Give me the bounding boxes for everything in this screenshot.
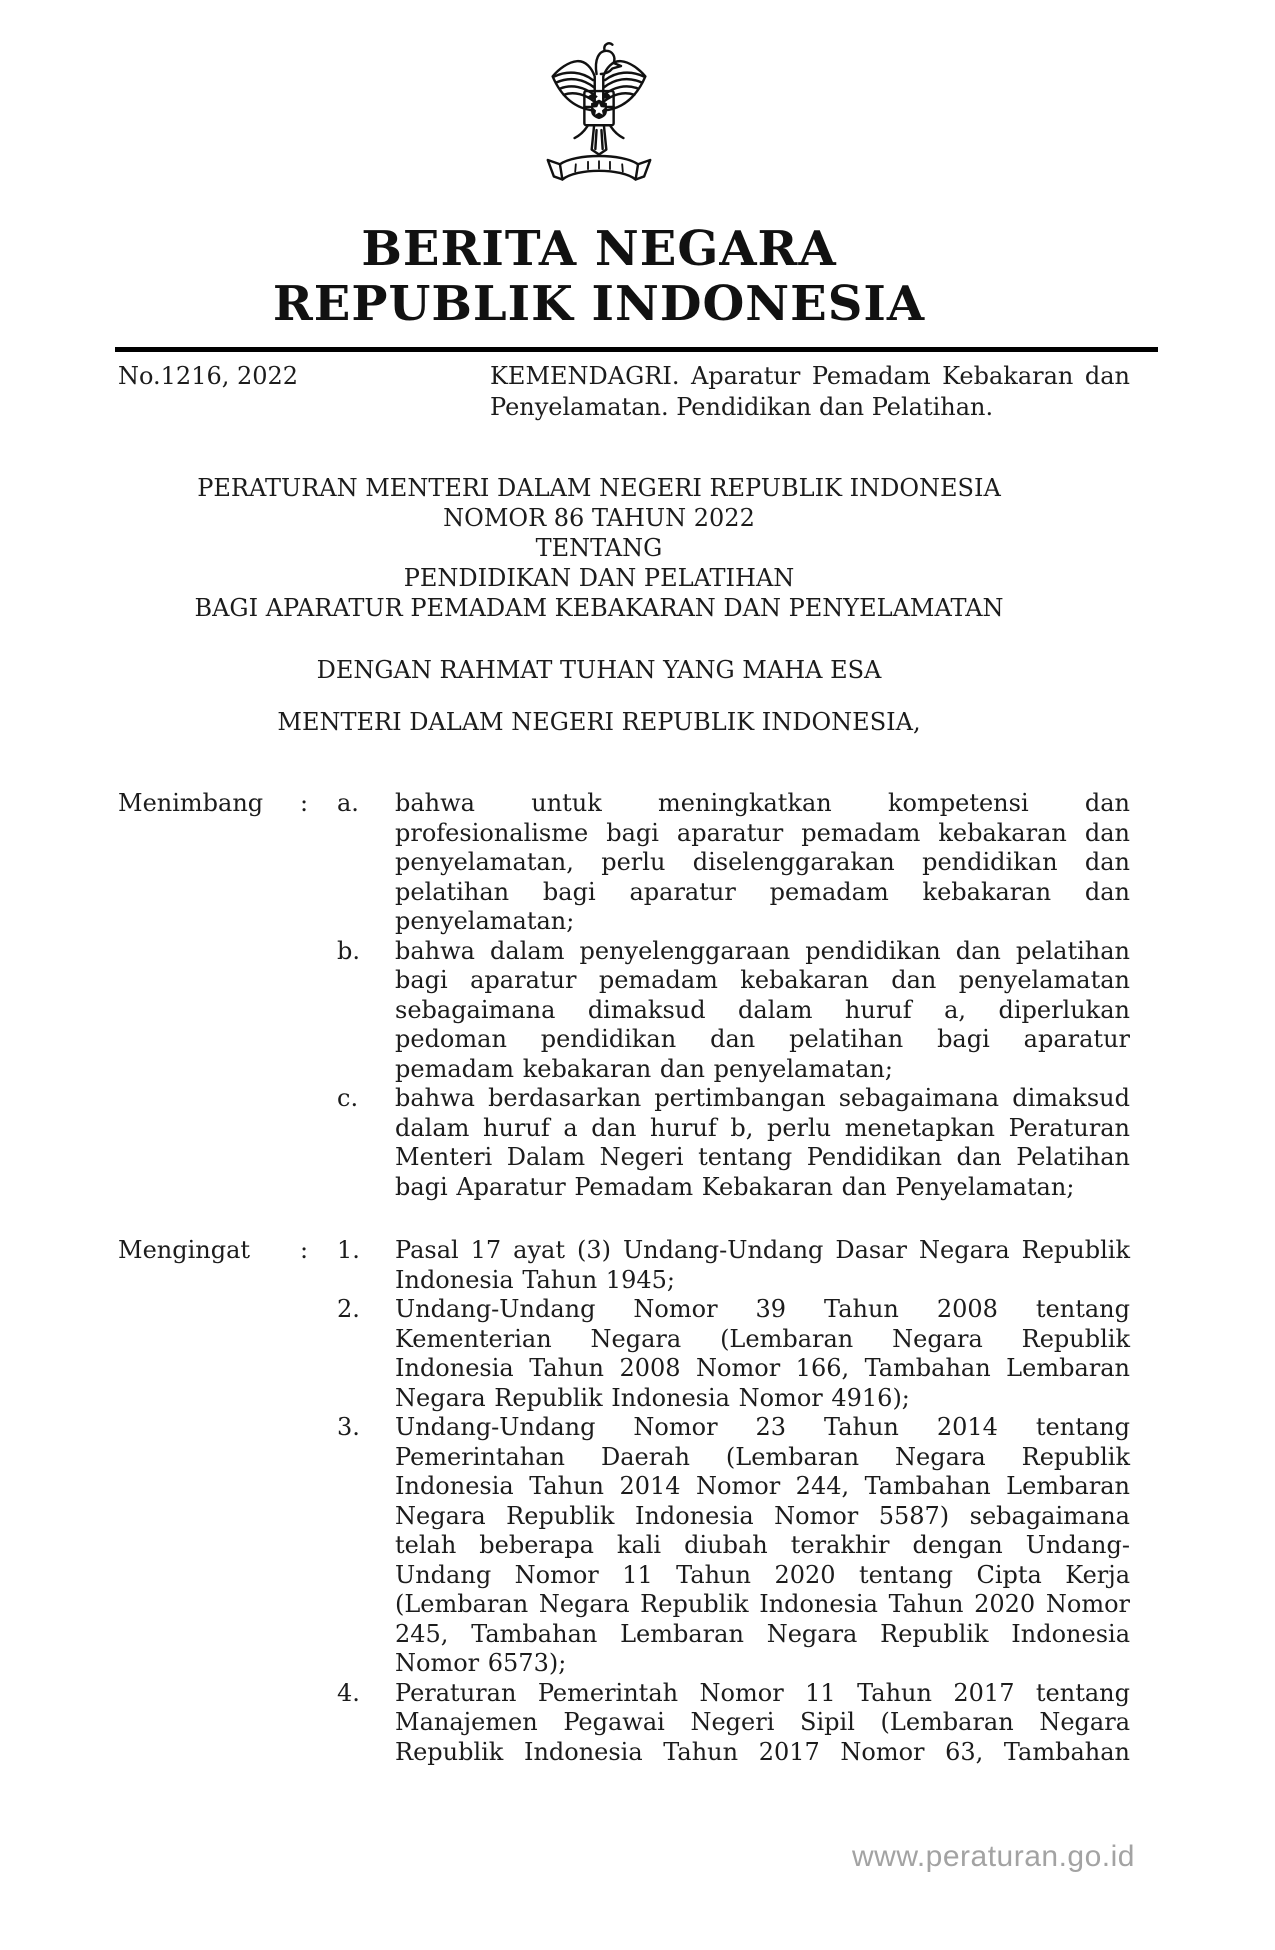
invocation-line: DENGAN RAHMAT TUHAN YANG MAHA ESA bbox=[316, 656, 882, 684]
regulation-title-line: PERATURAN MENTERI DALAM NEGERI REPUBLIK INDONESIA bbox=[197, 474, 1001, 502]
legal-basis-item-1 bbox=[337, 1236, 1130, 1295]
item-marker: c. bbox=[337, 1084, 359, 1112]
legal-basis-item-3 bbox=[337, 1413, 1130, 1679]
considerations-colon: : bbox=[300, 789, 309, 817]
item-marker: 3. bbox=[337, 1413, 360, 1441]
consideration-item-b bbox=[337, 937, 1130, 1085]
regulation-number-line: NOMOR 86 TAHUN 2022 bbox=[443, 504, 755, 532]
considerations-clause bbox=[118, 789, 1130, 1202]
item-text: bahwa berdasarkan pertimbangan sebagaimana dimaksud dalam huruf a dan huruf b, perlu menetapkan Peraturan Menteri Dalam Negeri tentang Pendidikan dan Pelatihan bagi Aparatur Pemadam Kebakaran dan Penyelamatan; bbox=[395, 1084, 1130, 1201]
gazette-title bbox=[118, 222, 1080, 332]
regulation-about-line: TENTANG bbox=[535, 534, 663, 562]
masthead bbox=[118, 0, 1080, 332]
legal-basis-item-4 bbox=[337, 1679, 1130, 1768]
item-marker: a. bbox=[337, 789, 359, 817]
item-marker: 4. bbox=[337, 1678, 360, 1707]
item-text: bahwa dalam penyelenggaraan pendidikan dan pelatihan bagi aparatur pemadam kebakaran dan penyelamatan sebagaimana dimaksud dalam huruf a, diperlukan pedoman pendidikan dan pelatihan bagi aparatur pemadam kebakaran dan penyelamatan; bbox=[395, 936, 1130, 1083]
emblem-container bbox=[118, 0, 1080, 210]
regulation-subject-line1: PENDIDIKAN DAN PELATIHAN bbox=[403, 564, 795, 592]
item-marker: 2. bbox=[337, 1295, 360, 1323]
legal-basis-colon: : bbox=[300, 1236, 309, 1264]
item-text: Pasal 17 ayat (3) Undang-Undang Dasar Negara Republik Indonesia Tahun 1945; bbox=[395, 1236, 1130, 1294]
right-wing bbox=[603, 61, 645, 110]
left-wing bbox=[553, 61, 595, 110]
item-text: Undang-Undang Nomor 39 Tahun 2008 tentang Kementerian Negara (Lembaran Negara Republik Indonesia Tahun 2008 Nomor 166, Tambahan Lembaran Negara Republik Indonesia Nomor 4916); bbox=[395, 1295, 1130, 1412]
gazette-title-line2: REPUBLIK INDONESIA bbox=[272, 276, 926, 332]
gazette-number: No.1216, 2022 bbox=[118, 362, 299, 390]
headnote bbox=[118, 361, 1130, 423]
legal-basis-items bbox=[337, 1236, 1130, 1767]
masthead-divider bbox=[115, 347, 1158, 352]
consideration-item-a bbox=[337, 789, 1130, 937]
item-marker: 1. bbox=[337, 1236, 360, 1264]
gazette-subject: KEMENDAGRI. Aparatur Pemadam Kebakaran dan Penyelamatan. Pendidikan dan Pelatihan. bbox=[490, 362, 1130, 421]
item-text: Undang-Undang Nomor 23 Tahun 2014 tentang Pemerintahan Daerah (Lembaran Negara Republik Indonesia Tahun 2014 Nomor 244, Tambahan Lembaran Negara Republik Indonesia Nomor 5587) sebagaimana telah beberapa kali diubah terakhir dengan Undang-Undang Nomor 11 Tahun 2020 tentang Cipta Kerja (Lembaran Negara Republik Indonesia Tahun 2020 Nomor 245, Tambahan Lembaran Negara Republik Indonesia Nomor 6573); bbox=[395, 1413, 1130, 1677]
legal-basis-label: Mengingat bbox=[118, 1236, 251, 1264]
consideration-item-c bbox=[337, 1084, 1130, 1202]
regulation-title bbox=[118, 473, 1080, 623]
item-marker: b. bbox=[337, 936, 360, 965]
gazette-title-line1: BERITA NEGARA bbox=[361, 221, 837, 277]
garuda-pancasila-emblem-icon bbox=[538, 38, 660, 210]
item-text: Peraturan Pemerintah Nomor 11 Tahun 2017 tentang Manajemen Pegawai Negeri Sipil (Lembaran Negara Republik Indonesia Tahun 2017 Nomor 63, Tambahan bbox=[395, 1678, 1130, 1766]
item-text: bahwa untuk meningkatkan kompetensi dan profesionalisme bagi aparatur pemadam kebakaran dan penyelamatan, perlu diselenggarakan pendidikan dan pelatihan bagi aparatur pemadam kebakaran dan penyelamatan; bbox=[395, 789, 1130, 935]
considerations-items bbox=[337, 789, 1130, 1202]
legal-basis-item-2 bbox=[337, 1295, 1130, 1413]
regulation-subject-line2: BAGI APARATUR PEMADAM KEBAKARAN DAN PENYELAMATAN bbox=[194, 594, 1004, 622]
legal-basis-clause bbox=[118, 1236, 1130, 1767]
authority-line: MENTERI DALAM NEGERI REPUBLIK INDONESIA, bbox=[277, 708, 921, 736]
considerations-label: Menimbang bbox=[118, 789, 264, 817]
watermark-url: www.peraturan.go.id bbox=[852, 1840, 1135, 1873]
